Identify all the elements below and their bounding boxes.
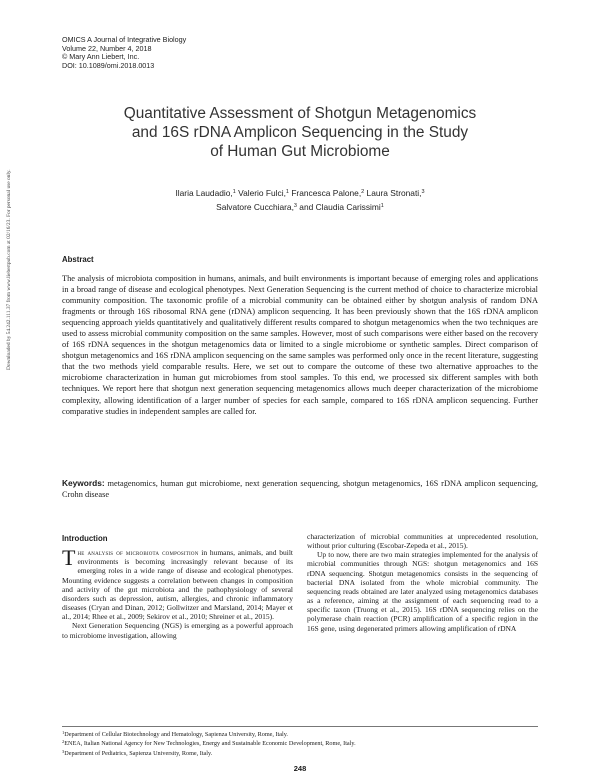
footnote-mark: 2 — [62, 739, 65, 745]
author-list — [60, 186, 540, 214]
affiliation-footnotes — [62, 729, 538, 757]
intro-paragraph — [62, 545, 294, 622]
intro-paragraph: Up to now, there are two main strategies implemented for the analysis of microbial communities through NGS: shotgun metagenomics and 16S rDNA sequencing. Shotgun metagenomics consists in the sequencing of bacterial DNA isolated from the whole microbial community. The sequencing reads obtained are later analyzed using metagenomics databases as a reference, aiming at the assignment of each sequencing read to a specific taxon (Truong et al., 2015). 16S rDNA sequencing relies on the polymerase chain reaction (PCR) amplification of a specific region in the 16S gene, using degenerated primers allowing amplification of rDNA — [307, 550, 538, 633]
footnote — [62, 748, 538, 757]
affiliation-mark: 3 — [293, 203, 297, 209]
footnote-mark: 1 — [62, 730, 65, 735]
footnote-text: Department of Pediatrics, Sapienza University, Rome, Italy. — [64, 749, 213, 757]
author-name: Laura Stronati, — [366, 188, 422, 198]
author-name: and Claudia Carissimi — [299, 202, 381, 212]
footnote-text: Department of Cellular Biotechnology and Hematology, Sapienza University, Rome, Italy. — [64, 731, 288, 738]
drop-cap: T — [62, 545, 76, 571]
keywords — [62, 478, 538, 500]
page-number: 248 — [293, 764, 307, 773]
author-name: Ilaria Laudadio, — [175, 188, 233, 198]
article-title — [60, 104, 540, 161]
title-line: and 16S rDNA Amplicon Sequencing in the Study — [131, 124, 469, 141]
author-name: Francesca Palone, — [291, 188, 362, 198]
intro-paragraph: Next Generation Sequencing (NGS) is emerging as a powerful approach to microbiome investigation, allowing — [62, 621, 293, 640]
author-line — [60, 200, 540, 214]
footnote — [62, 738, 538, 747]
author-line — [60, 186, 540, 200]
journal-header — [62, 36, 186, 70]
download-notice: Downloaded by 54.242.111.37 from www.liebertpub.com at 02/16/23. For personal use only. — [6, 169, 12, 370]
affiliation-mark: 3 — [421, 189, 425, 195]
affiliation-mark: 1 — [232, 189, 236, 195]
journal-name: OMICS A Journal of Integrative Biology — [62, 35, 187, 44]
footnote-divider — [62, 726, 538, 727]
left-column — [62, 534, 293, 640]
affiliation-mark: 2 — [361, 189, 365, 195]
journal-doi[interactable]: DOI: 10.1089/omi.2018.0013 — [62, 60, 155, 70]
journal-volume: Volume 22, Number 4, 2018 — [62, 43, 152, 53]
abstract-body: The analysis of microbiota composition in humans, animals, and built environments is important because of emerging roles and applications in a broad range of disease and ecological phenotypes. Next Generation Sequencing is the current method of choice to characterize microbial community composition. The taxonomic profile of a microbial community can be obtained either by shotgun analysis of random DNA fragments or through 16S ribosomal RNA gene (rDNA) amplicon sequencing. It has been previously shown that the 16S rDNA amplicon sequencing approach yields quantitatively and qualitatively different results compared to shotgun metagenomics when the two techniques are used to assess microbial community composition on the same samples. However, most of such comparisons were either based on the recovery of 16S rDNA sequences in the shotgun metagenomics data or limited to a single microbiome or synthetic samples. Direct comparison of shotgun metagenomics and 16S rDNA amplicon sequencing on the same samples was performed only once in the recent literature, suggesting that the two methods yield comparable results. Here, we set out to compare the outcome of these two alternative approaches to the microbiome characterization in human gut microbiomes from stool samples. To this end, we processed six different samples with both techniques. We report here that shotgun next generation sequencing metagenomics allows much deeper characterization of the microbiome complexity, allowing identification of a larger number of species for each sample, compared to 16S rDNA amplicon sequencing. Further comparative studies in independent samples are called for. — [62, 274, 538, 416]
abstract-heading: Abstract — [62, 255, 94, 264]
author-name: Salvatore Cucchiara, — [216, 202, 294, 212]
title-line: Quantitative Assessment of Shotgun Metagenomics — [123, 105, 477, 122]
affiliation-mark: 1 — [380, 203, 384, 209]
author-name: Valerio Fulci, — [238, 188, 286, 198]
journal-copyright: © Mary Ann Liebert, Inc. — [62, 52, 140, 62]
keywords-label: Keywords: — [62, 478, 105, 488]
small-caps-lead: he analysis of microbiota composition — [77, 548, 199, 558]
affiliation-mark: 1 — [285, 189, 289, 195]
introduction-heading: Introduction — [62, 534, 108, 543]
keywords-text: metagenomics, human gut microbiome, next generation sequencing, shotgun metagenomics, 16S rDNA amplicon sequencing, Crohn disease — [62, 479, 538, 499]
title-line: of Human Gut Microbiome — [210, 143, 390, 160]
intro-paragraph: characterization of microbial communities at unprecedented resolution, without prior culturing (Escobar-Zepeda et al., 2015). — [307, 532, 538, 551]
footnote — [62, 729, 538, 738]
right-column — [307, 532, 538, 633]
footnote-mark: 3 — [62, 748, 65, 754]
intro-paragraph-text: in humans, animals, and built environments is becoming increasingly relevant because of its emerging roles in a wide range of disease and ecological phenotypes. Mounting evidence suggests a correlation between changes in composition and activity of the gut microbiota and the pathophysiology of several disorders such as depression, autism, allergies, and chronic inflammatory diseases (Cryan and Dinan, 2012; Gollwitzer and Marsland, 2014; Mayer et al., 2014; Rhee et al., 2009; Sekirov et al., 2010; Shreiner et al., 2015). — [62, 548, 294, 622]
footnote-text: ENEA, Italian National Agency for New Technologies, Energy and Sustainable Economic Development, Rome, Italy. — [64, 740, 356, 748]
